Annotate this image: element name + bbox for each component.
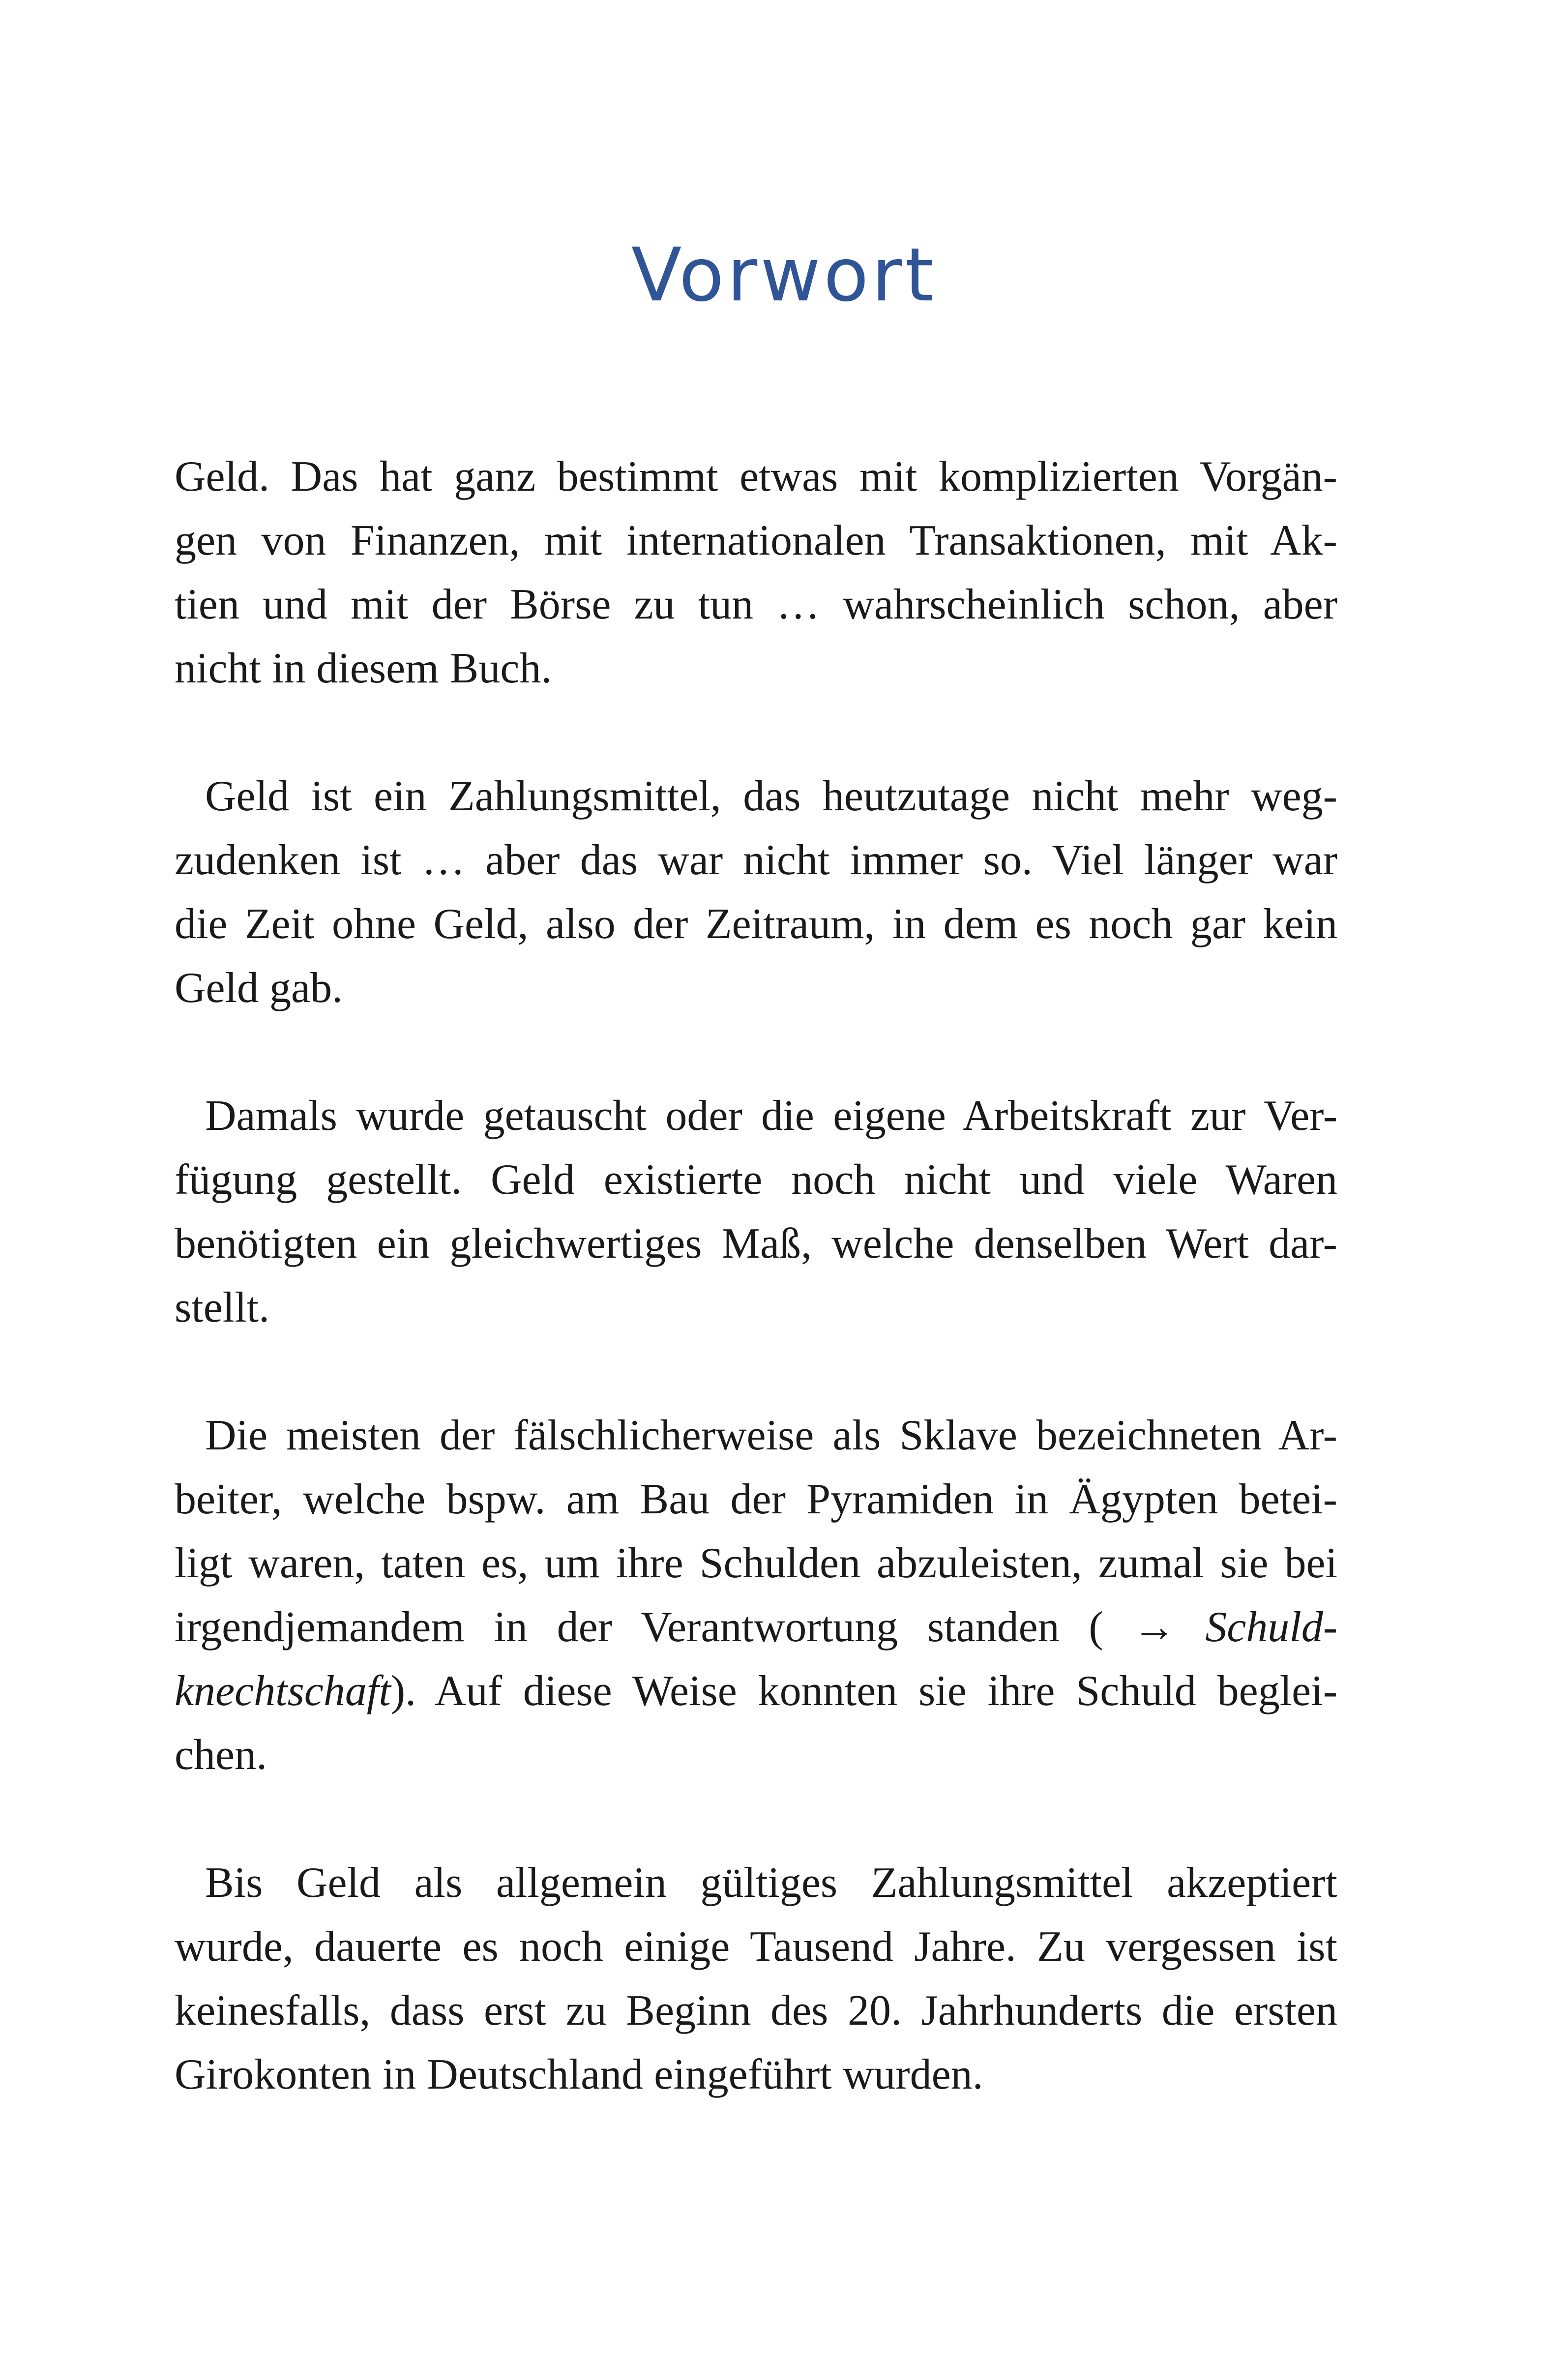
text-line-content: Geld ist ein Zahlungsmittel, das heutzutage nicht mehr weg- [205,772,1337,820]
text-line: Geld. Das hat ganz bestimmt etwas mit komplizierten Vorgän- [175,453,1337,501]
text-line: wurde, dauerte es noch einige Tausend Jahre. Zu vergessen ist [175,1923,1337,1971]
text-line: beiter, welche bspw. am Bau der Pyramiden in Ägypten betei- [175,1475,1337,1523]
text-line: Geld gab. [175,964,343,1012]
text-line [175,1595,1337,1659]
text-line-content: Damals wurde getauscht oder die eigene Arbeitskraft zur Ver- [205,1092,1337,1140]
text-line-content: Bis Geld als allgemein gültiges Zahlungsmittel akzeptiert [205,1859,1337,1907]
text-line [175,1659,1337,1723]
text-line-content: irgendjemandem in der Verantwortung standen ( → [175,1603,1206,1651]
text-line: nicht in diesem Buch. [175,645,552,692]
text-line-content: ). Auf diese Weise konnten sie ihre Schuld beglei- [390,1667,1337,1715]
text-line: zudenken ist … aber das war nicht immer so. Viel länger war [175,836,1337,884]
italic-term: Schuld- [1205,1603,1337,1651]
text-line: die Zeit ohne Geld, also der Zeitraum, in dem es noch gar kein [175,900,1337,948]
text-line: stellt. [175,1284,270,1331]
text-line: fügung gestellt. Geld existierte noch nicht und viele Waren [175,1156,1337,1204]
text-line [175,1404,1337,1468]
paragraph-2 [175,765,1337,1020]
text-line-content: Die meisten der fälschlicherweise als Sklave bezeichneten Ar- [205,1412,1337,1459]
paragraph-5 [175,1851,1337,2107]
text-line: keinesfalls, dass erst zu Beginn des 20. Jahrhunderts die ersten [175,1987,1337,2035]
text-line [175,1851,1337,1915]
text-line: gen von Finanzen, mit internationalen Transaktionen, mit Ak- [175,517,1337,564]
paragraph-3 [175,1084,1337,1340]
italic-term: knechtschaft [175,1667,391,1715]
text-line: Girokonten in Deutschland eingeführt wurden. [175,2051,983,2098]
text-line [175,765,1337,828]
text-line: ligt waren, taten es, um ihre Schulden abzuleisten, zumal sie bei [175,1539,1337,1587]
text-line [175,1084,1337,1148]
paragraph-1 [175,445,1337,701]
text-line: chen. [175,1731,267,1779]
text-line: tien und mit der Börse zu tun … wahrscheinlich schon, aber [175,581,1337,628]
paragraph-4 [175,1404,1337,1787]
text-line: benötigten ein gleichwertiges Maß, welche denselben Wert dar- [175,1220,1337,1268]
page-title: Vorwort [631,233,937,318]
